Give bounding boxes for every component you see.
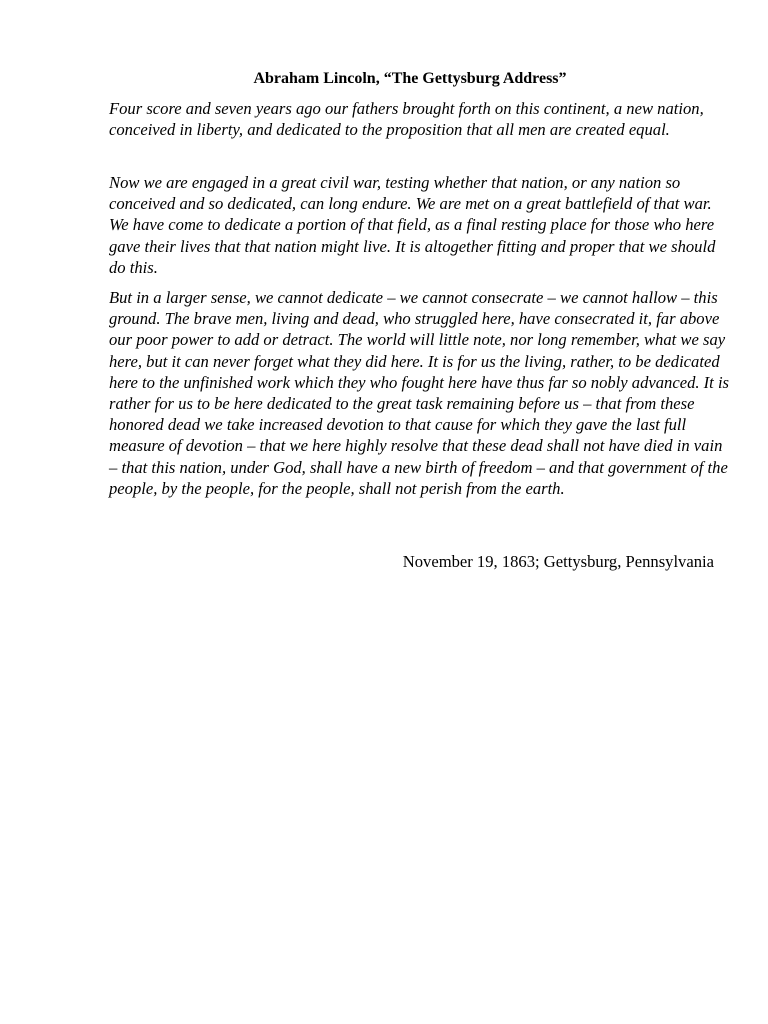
- document-title: Abraham Lincoln, “The Gettysburg Address”: [253, 70, 567, 87]
- paragraph-1: Four score and seven years ago our fathers brought forth on this continent, a new nation, conceived in liberty, and dedicated to the proposition that all men are created equal.: [109, 99, 704, 140]
- dateline: November 19, 1863; Gettysburg, Pennsylvania: [402, 552, 714, 571]
- paragraph-3: But in a larger sense, we cannot dedicate – we cannot consecrate – we cannot hallow – this ground. The brave men, living and dead, who struggled here, have consecrated it, far above our poor power to add or detract. The world will little note, nor long remember, what we say here, but it can never forget what they did here. It is for us the living, rather, to be dedicated here to the unfinished work which they who fought here have thus far so nobly advanced. It is rather for us to be here dedicated to the great task remaining before us – that from these honored dead we take increased devotion to that cause for which they gave the last full measure of devotion – that we here highly resolve that these dead shall not have died in vain – that this nation, under God, shall have a new birth of freedom – and that government of the people, by the people, for the people, shall not perish from the earth.: [109, 288, 730, 498]
- paragraph-2: Now we are engaged in a great civil war, testing whether that nation, or any nation so conceived and so dedicated, can long endure. We are met on a great battlefield of that war. We have come to dedicate a portion of that field, as a final resting place for those who here gave their lives that that nation might live. It is altogether fitting and proper that we should do this.: [109, 173, 716, 277]
